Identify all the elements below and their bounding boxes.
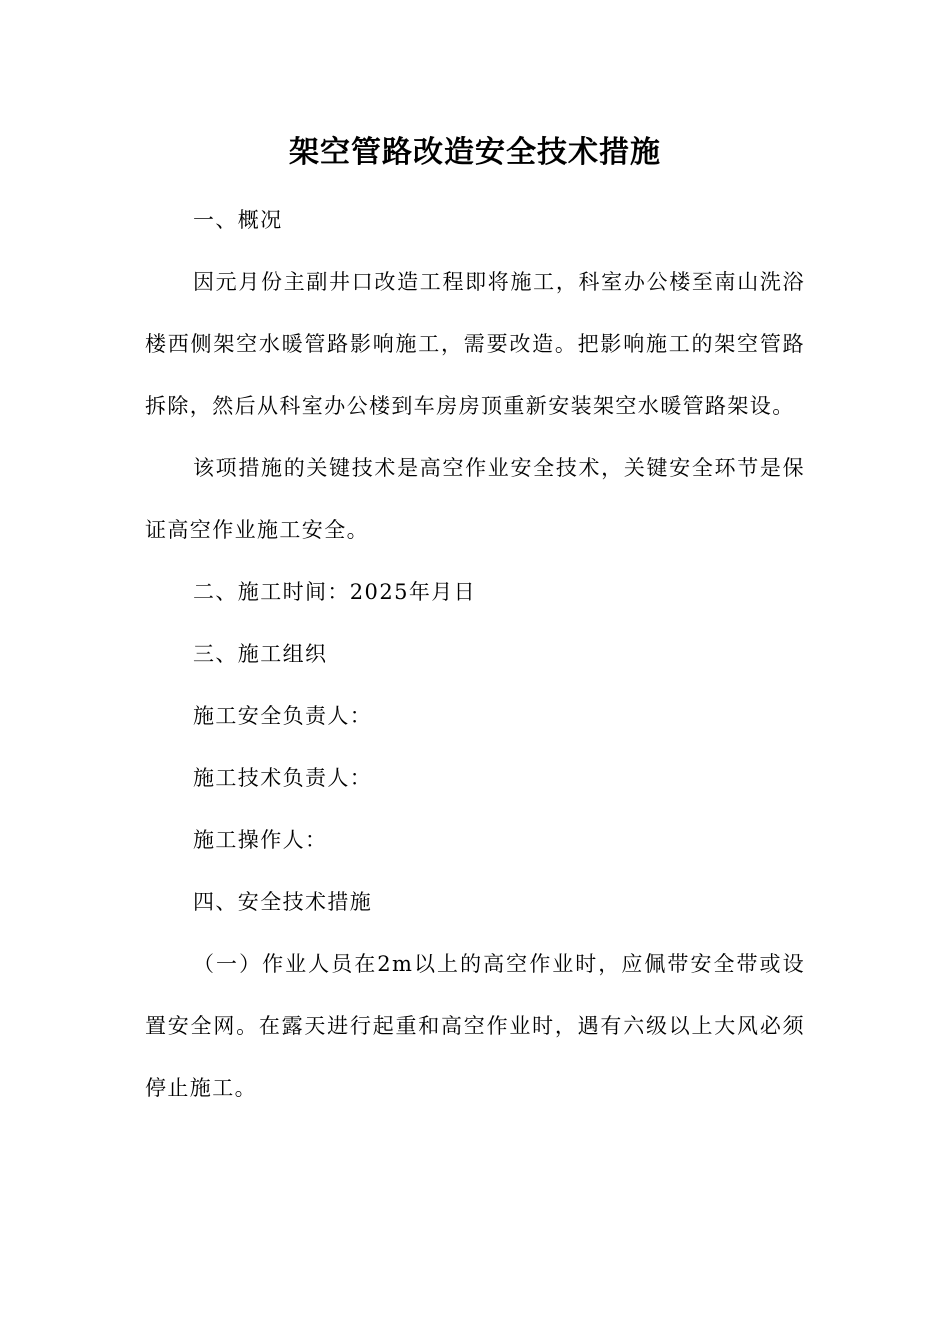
paragraph-safety-measure-1: （一）作业人员在2m以上的高空作业时，应佩带安全带或设置安全网。在露天进行起重和高空作业时，遇有六级以上大风必须停止施工。 [145, 952, 805, 1100]
section-heading-construction-time: 二、施工时间：2025年月日 [193, 580, 477, 604]
document-body [145, 189, 805, 1119]
paragraph-key-technology: 该项措施的关键技术是高空作业安全技术，关键安全环节是保证高空作业施工安全。 [145, 456, 805, 542]
operator-line: 施工操作人： [193, 828, 328, 852]
document-title: 架空管路改造安全技术措施 [289, 135, 661, 170]
section-heading-safety-measures: 四、安全技术措施 [193, 890, 373, 914]
technical-manager-line: 施工技术负责人： [193, 766, 373, 790]
safety-manager-line: 施工安全负责人： [193, 704, 373, 728]
section-heading-organization: 三、施工组织 [193, 642, 328, 666]
section-heading-overview: 一、概况 [193, 208, 283, 232]
paragraph-overview-text: 因元月份主副井口改造工程即将施工，科室办公楼至南山洗浴楼西侧架空水暖管路影响施工，需要改造。把影响施工的架空管路拆除，然后从科室办公楼到车房房顶重新安装架空水暖管路架设。 [145, 270, 805, 418]
